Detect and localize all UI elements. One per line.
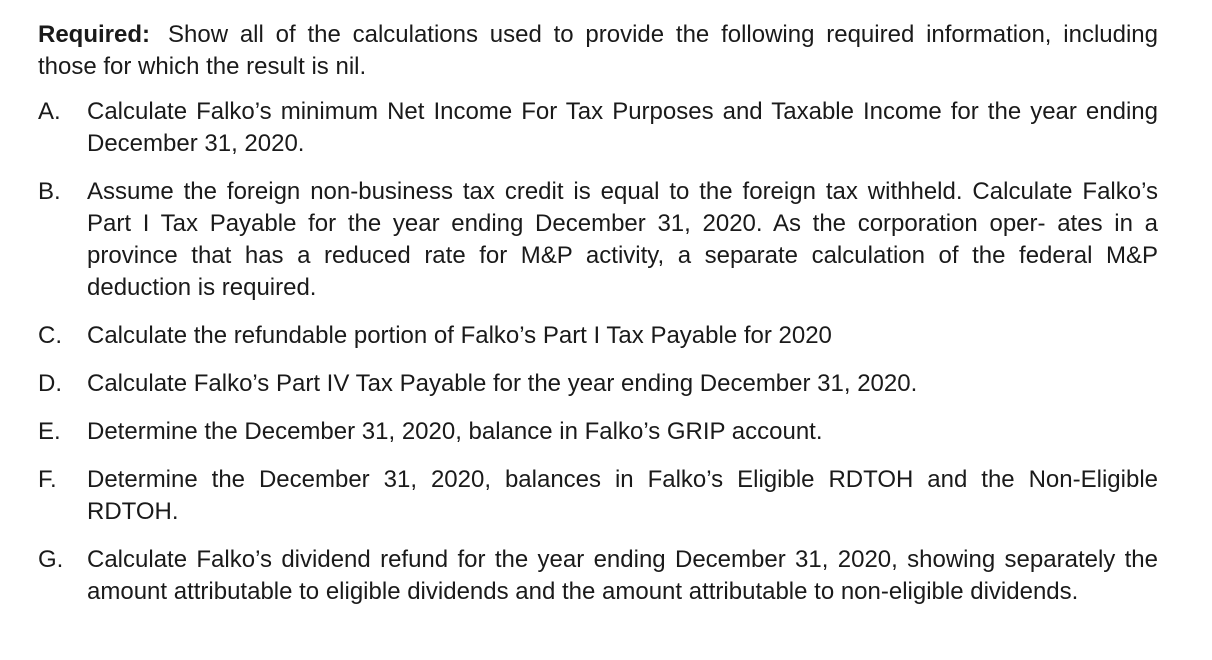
item-letter: B. [38,178,61,205]
list-item-c [38,320,1158,352]
item-text: Calculate Falko’s minimum Net Income For Tax Purposes and Taxable Income for the year ending December 31, 2020. [87,98,1158,157]
list-item-a [38,96,1158,160]
list-item-b [38,176,1158,304]
item-text: Calculate Falko’s Part IV Tax Payable for the year ending December 31, 2020. [87,370,918,397]
item-letter: D. [38,370,62,397]
item-letter: A. [38,98,61,125]
item-letter: F. [38,466,57,493]
item-letter: G. [38,546,64,573]
list-item-d [38,368,1158,400]
required-paragraph [38,19,1158,83]
required-text: Show all of the calculations used to provide the following required information, including those for which the result is nil. [38,21,1158,80]
item-text: Determine the December 31, 2020, balance in Falko’s GRIP account. [87,418,823,445]
list-item-g [38,544,1158,608]
item-text: Determine the December 31, 2020, balances in Falko’s Eligible RDTOH and the Non-Eligible RDTOH. [87,466,1158,525]
list-item-e [38,416,1158,448]
item-text: Assume the foreign non-business tax credit is equal to the foreign tax withheld. Calculate Falko’s Part I Tax Payable for the year ending December 31, 2020. As the corporation oper- ates in a province that has a reduced rate for M&P activity, a separate calculation of the federal M&P deduction is required. [87,178,1158,301]
item-letter: C. [38,322,62,349]
required-label: Required: [38,21,151,48]
item-text: Calculate Falko’s dividend refund for the year ending December 31, 2020, showing separately the amount attributable to eligible dividends and the amount attributable to non-eligible dividends. [87,546,1158,605]
item-text: Calculate the refundable portion of Falko’s Part I Tax Payable for 2020 [87,322,832,349]
item-letter: E. [38,418,61,445]
requirements-list [38,96,1158,608]
list-item-f [38,464,1158,528]
